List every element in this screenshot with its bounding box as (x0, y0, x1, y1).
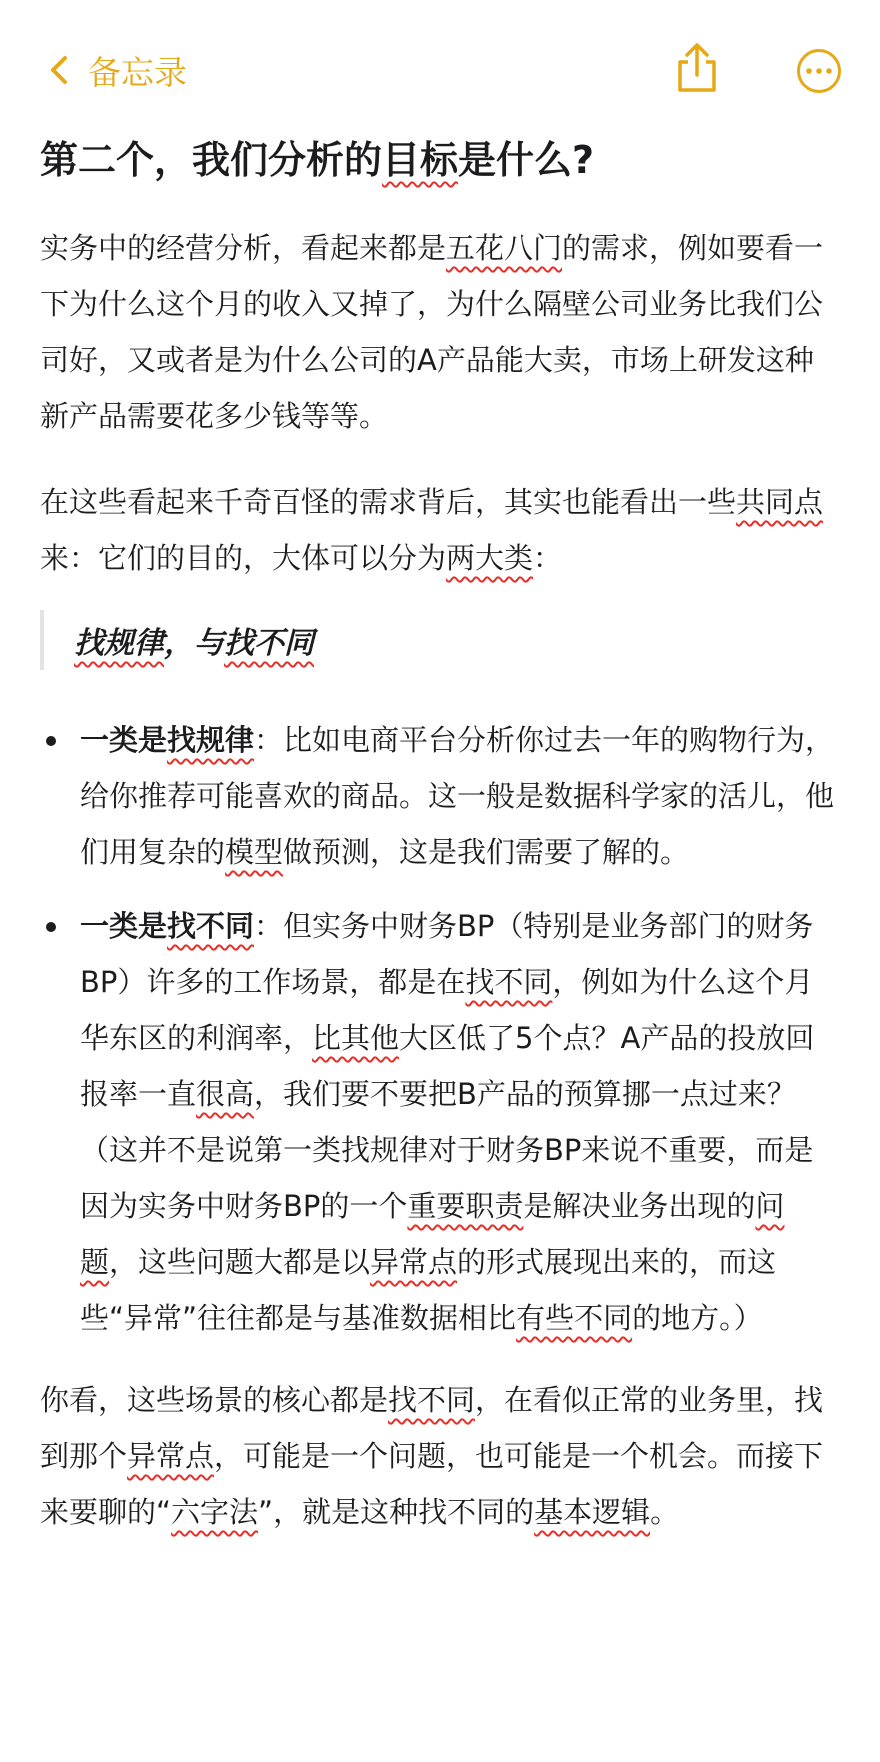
share-icon (674, 42, 720, 94)
more-button[interactable] (796, 48, 842, 94)
list-item: 一类是找不同：但实务中财务BP（特别是业务部门的财务BP）许多的工作场景，都是在找不同，例如为什么这个月华东区的利润率，比其他大区低了5个点？A产品的投放回报率一直很高，我们要不要把B产品的预算挪一点过来？（这并不是说第一类找规律对于财务BP来说不重要，而是因为实务中财务BP的一个重要职责是解决业务出现的问题，这些问题大都是以异常点的形式展现出来的，而这些“异常”往往都是与基准数据相比有些不同的地方。） (40, 898, 840, 1346)
bullet-list (40, 712, 840, 1346)
list-item: 一类是找规律：比如电商平台分析你过去一年的购物行为，给你推荐可能喜欢的商品。这一般是数据科学家的活儿，他们用复杂的模型做预测，这是我们需要了解的。 (40, 712, 840, 880)
note-body[interactable] (40, 130, 840, 1540)
share-button[interactable] (674, 42, 720, 94)
back-label: 备忘录 (88, 52, 187, 92)
paragraph-1: 实务中的经营分析，看起来都是五花八门的需求，例如要看一下为什么这个月的收入又掉了，为什么隔壁公司业务比我们公司好，又或者是为什么公司的A产品能大卖，市场上研发这种新产品需要花多少钱等等。 (40, 231, 824, 433)
navigation-bar (0, 0, 880, 140)
paragraph-3: 你看，这些场景的核心都是找不同，在看似正常的业务里，找到那个异常点，可能是一个问题，也可能是一个机会。而接下来要聊的“六字法”，就是这种找不同的基本逻辑。 (40, 1383, 824, 1529)
block-quote: 找规律 ，与 找不同 (40, 610, 840, 670)
chevron-left-icon (50, 55, 68, 85)
more-icon (796, 48, 842, 94)
paragraph-2: 在这些看起来千奇百怪的需求背后，其实也能看出一些共同点来：它们的目的，大体可以分为两大类： (40, 485, 824, 575)
note-heading: 第二个，我们分析的目标是什么? (40, 138, 595, 182)
back-button[interactable] (50, 48, 187, 92)
